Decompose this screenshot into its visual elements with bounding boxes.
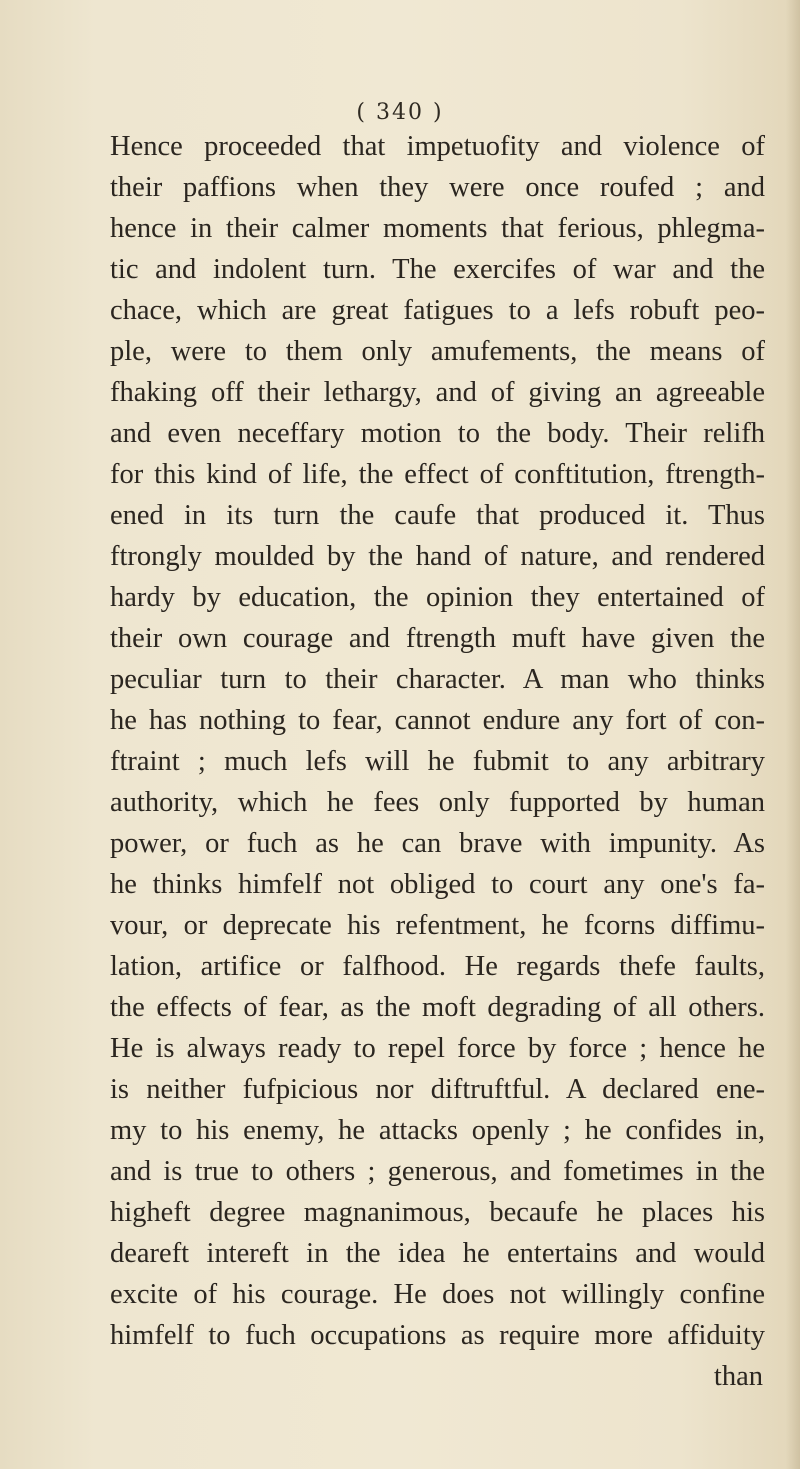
text-line: Hence proceeded that impetuofity and violence of <box>110 131 765 162</box>
text-line: higheft degree magnanimous, becaufe he places his <box>110 1197 765 1228</box>
text-line: lation, artifice or falfhood. He regards thefe faults, <box>110 951 765 982</box>
text-line: hardy by education, the opinion they entertained of <box>110 582 765 613</box>
text-line: ened in its turn the caufe that produced it. Thus <box>110 500 765 531</box>
text-line: chace, which are great fatigues to a lefs robuft peo- <box>110 295 765 326</box>
text-line: himfelf to fuch occupations as require more affiduity <box>110 1320 765 1351</box>
text-line: vour, or deprecate his refentment, he fcorns diffimu- <box>110 910 765 941</box>
text-line: fhaking off their lethargy, and of giving an agreeable <box>110 377 765 408</box>
catchword: than <box>713 1361 763 1392</box>
page-number: ( 340 ) <box>356 100 444 125</box>
text-line: power, or fuch as he can brave with impunity. As <box>110 828 765 859</box>
text-line: deareft intereft in the idea he entertains and would <box>110 1238 765 1269</box>
text-line: and even neceffary motion to the body. Their relifh <box>110 418 765 449</box>
text-line: their paffions when they were once roufed ; and <box>110 172 765 203</box>
text-line: hence in their calmer moments that ferious, phlegma- <box>110 213 765 244</box>
text-line: ftraint ; much lefs will he fubmit to any arbitrary <box>110 746 765 777</box>
text-line: for this kind of life, the effect of conftitution, ftrength- <box>110 459 765 490</box>
text-line: ftrongly moulded by the hand of nature, and rendered <box>110 541 765 572</box>
text-line: peculiar turn to their character. A man who thinks <box>110 664 765 695</box>
text-line: he has nothing to fear, cannot endure any fort of con- <box>110 705 765 736</box>
body-text <box>110 126 765 1397</box>
text-line: is neither fufpicious nor diftruftful. A declared ene- <box>110 1074 765 1105</box>
text-line: their own courage and ftrength muft have given the <box>110 623 765 654</box>
text-line: he thinks himfelf not obliged to court any one's fa- <box>110 869 765 900</box>
text-line: He is always ready to repel force by force ; hence he <box>110 1033 765 1064</box>
text-line: authority, which he fees only fupported by human <box>110 787 765 818</box>
text-line: and is true to others ; generous, and fometimes in the <box>110 1156 765 1187</box>
text-line: my to his enemy, he attacks openly ; he confides in, <box>110 1115 765 1146</box>
page-edge-shadow <box>786 0 800 1469</box>
text-line: ple, were to them only amufements, the means of <box>110 336 765 367</box>
text-line: tic and indolent turn. The exercifes of war and the <box>110 254 765 285</box>
text-line: the effects of fear, as the moft degrading of all others. <box>110 992 765 1023</box>
text-line: excite of his courage. He does not willingly confine <box>110 1279 765 1310</box>
